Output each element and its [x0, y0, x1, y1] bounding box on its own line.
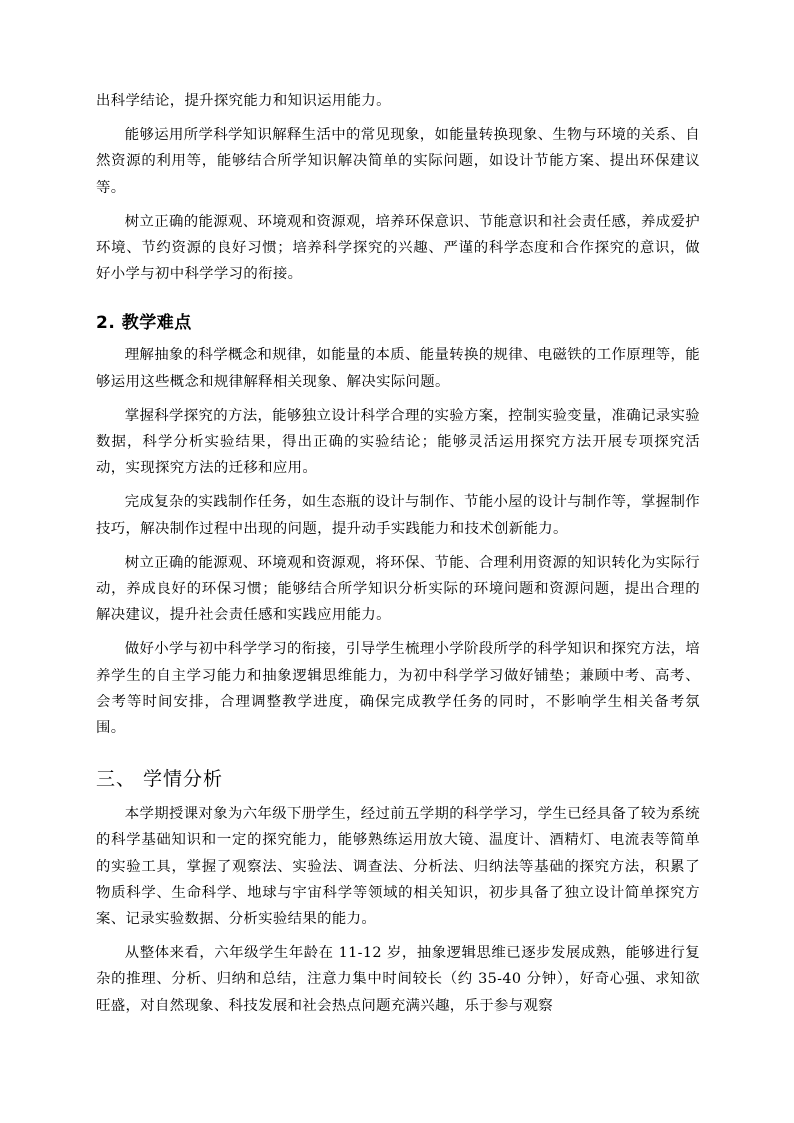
heading-student-analysis: 三、 学情分析 — [96, 768, 224, 791]
paragraph-analysis-2: 从整体来看，六年级学生年龄在 11-12 岁，抽象逻辑思维已逐步发展成熟，能够进行复杂的推理、分析、归纳和总结，注意力集中时间较长（约 35-40 分钟），好奇心强、求知欲旺盛，对自然现象、科技发展和社会热点问题充满兴趣，乐于参与观察 — [96, 945, 700, 1014]
paragraph-continuation: 出科学结论，提升探究能力和知识运用能力。 — [96, 93, 391, 109]
paragraph-difficulty-5: 做好小学与初中科学学习的衔接，引导学生梳理小学阶段所学的科学知识和探究方法，培养学生的自主学习能力和抽象逻辑思维能力，为初中科学学习做好铺垫；兼顾中考、高考、会考等时间安排，合理调整教学进度，确保完成教学任务的同时，不影响学生相关备考氛围。 — [96, 641, 700, 737]
paragraph-difficulty-1: 理解抽象的科学概念和规律，如能量的本质、能量转换的规律、电磁铁的工作原理等，能够运用这些概念和规律解释相关现象、解决实际问题。 — [96, 347, 700, 390]
paragraph-difficulty-2: 掌握科学探究的方法，能够独立设计科学合理的实验方案，控制实验变量，准确记录实验数据，科学分析实验结果，得出正确的实验结论；能够灵活运用探究方法开展专项探究活动，实现探究方法的迁移和应用。 — [96, 407, 700, 477]
paragraph-values-goal: 树立正确的能源观、环境观和资源观，培养环保意识、节能意识和社会责任感，养成爱护环境、节约资源的良好习惯；培养科学探究的兴趣、严谨的科学态度和合作探究的意识，做好小学与初中科学学习的衔接。 — [96, 213, 700, 283]
paragraph-difficulty-3: 完成复杂的实践制作任务，如生态瓶的设计与制作、节能小屋的设计与制作等，掌握制作技巧，解决制作过程中出现的问题，提升动手实践能力和技术创新能力。 — [96, 494, 700, 537]
paragraph-knowledge-application: 能够运用所学科学知识解释生活中的常见现象，如能量转换现象、生物与环境的关系、自然资源的利用等，能够结合所学知识解决简单的实际问题，如设计节能方案、提出环保建议等。 — [96, 127, 700, 196]
paragraph-analysis-1: 本学期授课对象为六年级下册学生，经过前五学期的科学学习，学生已经具备了较为系统的科学基础知识和一定的探究能力，能够熟练运用放大镜、温度计、酒精灯、电流表等简单的实验工具，掌握了观察法、实验法、调查法、分析法、归纳法等基础的探究方法，积累了物质科学、生命科学、地球与宇宙科学等领域的相关知识，初步具备了独立设计简单探究方案、记录实验数据、分析实验结果的能力。 — [96, 806, 700, 928]
paragraph-difficulty-4: 树立正确的能源观、环境观和资源观，将环保、节能、合理利用资源的知识转化为实际行动，养成良好的环保习惯；能够结合所学知识分析实际的环境问题和资源问题，提出合理的解决建议，提升社会责任感和实践应用能力。 — [96, 554, 700, 624]
document-page — [96, 88, 700, 1027]
heading-teaching-difficulties: 2. 教学难点 — [96, 313, 192, 334]
